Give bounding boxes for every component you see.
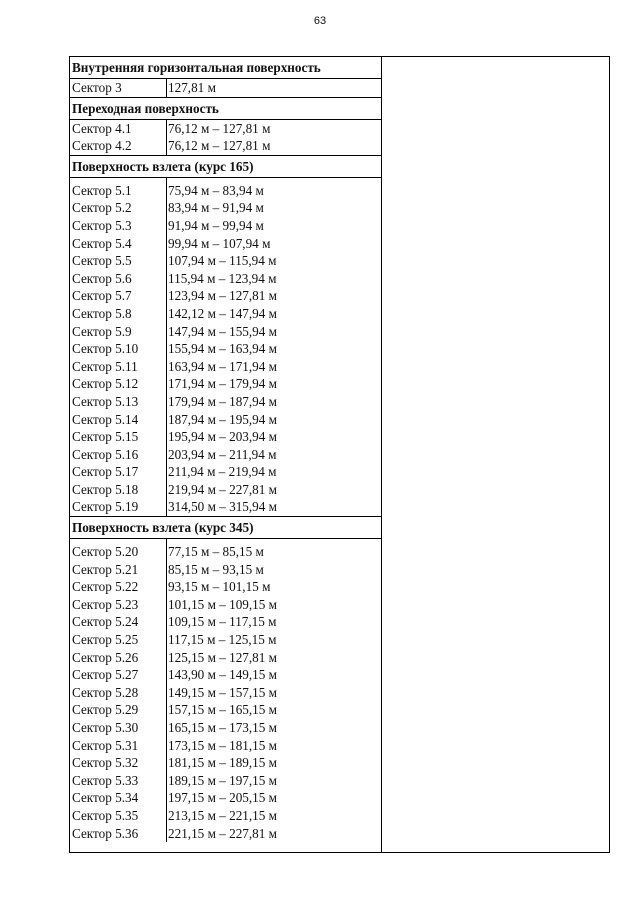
- sector-name: Сектор 5.6: [72, 270, 132, 286]
- height-range: 195,94 м – 203,94 м: [168, 429, 278, 445]
- table-row: [70, 631, 381, 649]
- height-range: 76,12 м – 127,81 м: [168, 120, 271, 136]
- sector-name: Сектор 5.33: [72, 772, 139, 788]
- height-range: 83,94 м – 91,94 м: [168, 200, 264, 216]
- height-range: 181,15 м – 189,15 м: [168, 755, 278, 771]
- height-range: 107,94 м – 115,94 м: [168, 253, 277, 269]
- sector-name: Сектор 5.19: [72, 499, 139, 515]
- table-row: [70, 287, 381, 305]
- sector-name: Сектор 5.28: [72, 684, 139, 700]
- height-range: 189,15 м – 197,15 м: [168, 772, 278, 788]
- sector-name: Сектор 5.12: [72, 376, 139, 392]
- height-range: 163,94 м – 171,94 м: [168, 358, 278, 374]
- table-row: [70, 825, 381, 843]
- height-range: 147,94 м – 155,94 м: [168, 323, 278, 339]
- sector-name: Сектор 5.29: [72, 702, 139, 718]
- sector-name: Сектор 5.13: [72, 393, 139, 409]
- height-range: 115,94 м – 123,94 м: [168, 270, 277, 286]
- table-row: [70, 340, 381, 358]
- table-row: [70, 305, 381, 323]
- height-range: 213,15 м – 221,15 м: [168, 807, 278, 823]
- height-range: 75,94 м – 83,94 м: [168, 182, 264, 198]
- height-range: 219,94 м – 227,81 м: [168, 481, 278, 497]
- sector-name: Сектор 5.30: [72, 720, 139, 735]
- height-range: 149,15 м – 157,15 м: [168, 684, 278, 700]
- height-range: 179,94 м – 187,94 м: [168, 393, 278, 409]
- sector-name: Сектор 5.8: [72, 305, 132, 321]
- table-row: [70, 578, 381, 596]
- height-range: 117,15 м – 125,15 м: [168, 632, 277, 648]
- sector-name: Сектор 5.21: [72, 561, 139, 577]
- sector-name: Сектор 3: [72, 80, 122, 95]
- height-range: 155,94 м – 163,94 м: [168, 341, 278, 357]
- table-row: [70, 543, 381, 561]
- sector-name: Сектор 5.32: [72, 755, 139, 771]
- height-range: 91,94 м – 99,94 м: [168, 217, 264, 233]
- sector-name: Сектор 5.25: [72, 632, 139, 648]
- section-rows: [70, 539, 381, 842]
- sector-name: Сектор 5.36: [72, 825, 139, 841]
- table-row: [70, 137, 381, 155]
- height-range: 109,15 м – 117,15 м: [168, 614, 277, 630]
- height-range: 85,15 м – 93,15 м: [168, 561, 264, 577]
- sector-name: Сектор 5.7: [72, 288, 132, 304]
- sector-name: Сектор 5.18: [72, 481, 139, 497]
- height-range: 173,15 м – 181,15 м: [168, 737, 278, 753]
- height-range: 101,15 м – 109,15 м: [168, 596, 278, 612]
- sector-height-table: [70, 57, 381, 842]
- table-row: [70, 252, 381, 270]
- table-row: [70, 561, 381, 579]
- table-row: [70, 701, 381, 719]
- sector-name: Сектор 5.27: [72, 667, 139, 683]
- sector-name: Сектор 4.1: [72, 120, 132, 136]
- table-row: [70, 498, 381, 516]
- height-range: 314,50 м – 315,94 м: [168, 499, 278, 515]
- sector-name: Сектор 5.1: [72, 182, 132, 198]
- table-row: [70, 613, 381, 631]
- section-title: Внутренняя горизонтальная поверхность: [70, 57, 381, 79]
- table-row: [70, 182, 381, 200]
- table-row: [70, 789, 381, 807]
- height-range: 99,94 м – 107,94 м: [168, 235, 271, 251]
- height-range: 165,15 м – 173,15 м: [168, 720, 278, 735]
- sector-name: Сектор 5.34: [72, 790, 139, 806]
- section-rows: [70, 178, 381, 517]
- section-rows: [70, 79, 381, 98]
- right-column-divider: [381, 56, 382, 853]
- height-range: 93,15 м – 101,15 м: [168, 579, 271, 595]
- table-row: [70, 463, 381, 481]
- table-row: [70, 754, 381, 772]
- table-row: [70, 323, 381, 341]
- height-range: 221,15 м – 227,81 м: [168, 825, 278, 841]
- sector-name: Сектор 5.2: [72, 200, 132, 216]
- height-range: 211,94 м – 219,94 м: [168, 464, 277, 480]
- table-row: [70, 684, 381, 702]
- page-number: 63: [313, 15, 327, 27]
- table-row: [70, 411, 381, 429]
- sector-name: Сектор 5.5: [72, 253, 132, 269]
- height-range: 157,15 м – 165,15 м: [168, 702, 278, 718]
- table-row: [70, 428, 381, 446]
- section-title: Переходная поверхность: [70, 98, 381, 120]
- sector-name: Сектор 5.26: [72, 649, 139, 665]
- sector-name: Сектор 5.4: [72, 235, 132, 251]
- table-row: [70, 649, 381, 667]
- table-row: [70, 772, 381, 790]
- sector-name: Сектор 5.11: [72, 358, 138, 374]
- table-row: [70, 807, 381, 825]
- sector-name: Сектор 5.3: [72, 217, 132, 233]
- sector-name: Сектор 5.31: [72, 737, 139, 753]
- sector-name: Сектор 5.10: [72, 341, 139, 357]
- table-row: [70, 235, 381, 253]
- height-range: 77,15 м – 85,15 м: [168, 544, 264, 560]
- table-row: [70, 737, 381, 755]
- sector-name: Сектор 5.24: [72, 614, 139, 630]
- section-title: Поверхность взлета (курс 165): [70, 156, 381, 178]
- sector-name: Сектор 4.2: [72, 138, 132, 154]
- sector-name: Сектор 5.23: [72, 596, 139, 612]
- sector-name: Сектор 5.35: [72, 807, 139, 823]
- table-row: [70, 596, 381, 614]
- sector-name: Сектор 5.22: [72, 579, 139, 595]
- height-range: 127,81 м: [168, 80, 216, 95]
- height-range: 203,94 м – 211,94 м: [168, 446, 277, 462]
- section-rows: [70, 120, 381, 156]
- table-row: [70, 481, 381, 499]
- height-range: 143,90 м – 149,15 м: [168, 667, 278, 683]
- sector-name: Сектор 5.14: [72, 411, 139, 427]
- sector-name: Сектор 5.17: [72, 464, 139, 480]
- table-row: [70, 270, 381, 288]
- height-range: 142,12 м – 147,94 м: [168, 305, 278, 321]
- sector-name: Сектор 5.16: [72, 446, 139, 462]
- table-row: [70, 199, 381, 217]
- table-row: [70, 375, 381, 393]
- sector-name: Сектор 5.20: [72, 544, 139, 560]
- height-range: 171,94 м – 179,94 м: [168, 376, 278, 392]
- table-row: [70, 120, 381, 138]
- table-row: [70, 79, 381, 97]
- height-range: 197,15 м – 205,15 м: [168, 790, 278, 806]
- table-row: [70, 358, 381, 376]
- sector-name: Сектор 5.9: [72, 323, 132, 339]
- sector-name: Сектор 5.15: [72, 429, 139, 445]
- section-title: Поверхность взлета (курс 345): [70, 517, 381, 539]
- table-row: [70, 719, 381, 737]
- table-row: [70, 446, 381, 464]
- height-range: 187,94 м – 195,94 м: [168, 411, 278, 427]
- height-range: 123,94 м – 127,81 м: [168, 288, 278, 304]
- height-range: 125,15 м – 127,81 м: [168, 649, 278, 665]
- table-row: [70, 217, 381, 235]
- table-row: [70, 393, 381, 411]
- height-range: 76,12 м – 127,81 м: [168, 138, 271, 154]
- table-row: [70, 666, 381, 684]
